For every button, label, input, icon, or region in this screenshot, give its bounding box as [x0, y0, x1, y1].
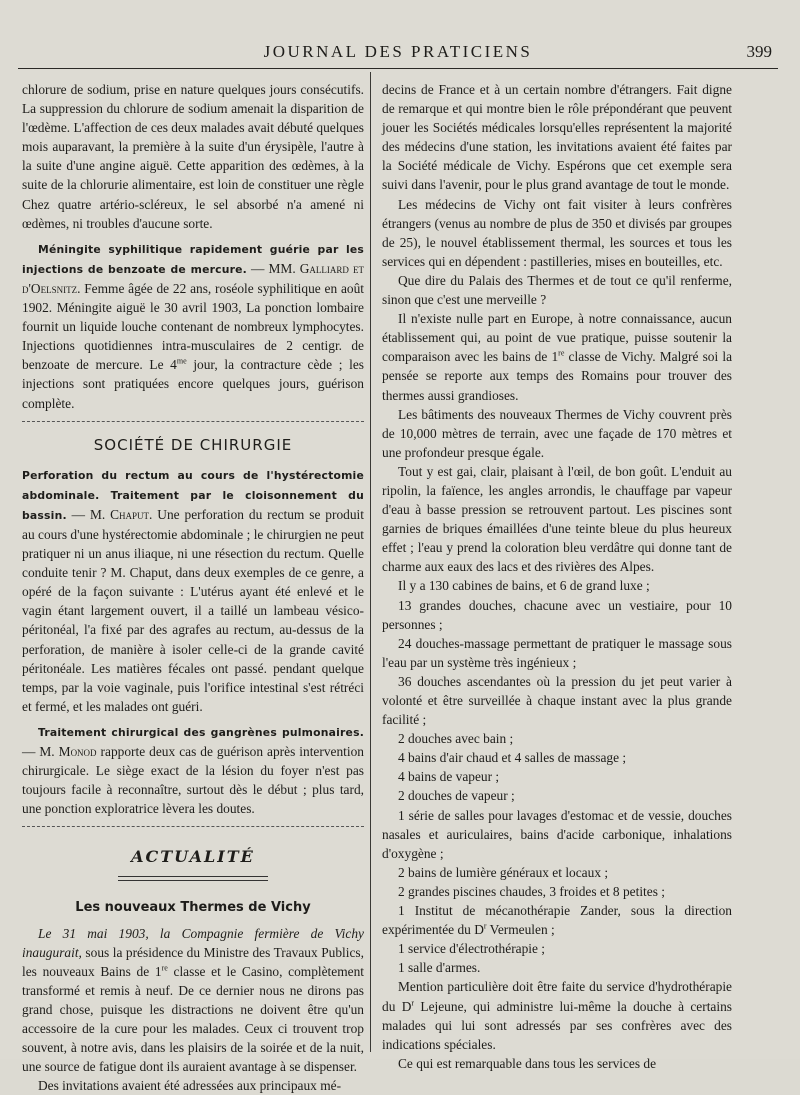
paragraph-final: Ce qui est remarquable dans tous les services de — [398, 1055, 657, 1071]
paragraph-6: Tout y est gai, clair, plaisant à l'œil, de bon goût. L'enduit au ripolin, la faïence, les angles arrondis, le chauffage par vapeur d'eau à basse pression se retrouvent partout. Les piscines sont garnies de briques émaillées d'une teinte bleue du plus heureux effet ; l'eau y prend la coloration bleu verdâtre qui donne tant de charme aux eaux des lacs et des rivières des Alpes. — [382, 463, 732, 575]
paragraph-3: Que dire du Palais des Thermes et de tout ce qu'il renferme, sinon que c'est une merveille ? — [382, 272, 732, 308]
list-item-text: 1 Institut de mécanothérapie Zander, sous la direction expérimentée du D — [382, 903, 732, 938]
hydrotherapie-sup: r — [411, 998, 415, 1008]
section-chirurgie-title: SOCIÉTÉ DE CHIRURGIE — [93, 435, 293, 454]
list-item: 24 douches-massage permettant de pratiquer le massage sous l'eau par un système très ingénieux ; — [382, 635, 732, 670]
list-item: Il y a 130 cabines de bains, et 6 de grand luxe ; — [398, 578, 650, 594]
gangrene-dash: — M. — [22, 744, 59, 759]
paragraph-4-sup: re — [558, 348, 565, 358]
vichy-invitations: Des invitations avaient été adressées aux principaux mé- — [38, 1078, 342, 1094]
paragraph-2: Les médecins de Vichy ont fait visiter à leurs confrères étrangers (venus au nombre de plus de 350 et divisés par groupes de 25), le nouvel établissement thermal, les sources et tous les services qui en dépendent : pastilleries, mises en bouteilles, etc. — [382, 196, 732, 269]
perforation-paragraph — [22, 465, 364, 716]
hydrotherapie-end: Lejeune, qui administre lui-même la douche à certains malades qui lui sont adressés par ses confrères avec des indications spéciales. — [382, 998, 732, 1052]
journal-title: JOURNAL DES PRATICIENS — [263, 42, 533, 61]
section-end-rule-2 — [22, 826, 364, 827]
perforation-heading: Perforation du rectum au cours de l'hystérectomie abdominale. Traitement par le cloisonnement du bassin. — [22, 468, 364, 522]
gangrene-body: rapporte deux cas de guérison après intervention chirurgicale. Le siège exact de la lésion du foyer n'est pas toujours facile à reconnaître, surtout dès le début ; plus tard, une ponction exploratrice lèvera les doutes. — [22, 744, 365, 817]
list-item: 13 grandes douches, chacune avec un vestiaire, pour 10 personnes ; — [382, 597, 732, 632]
gangrene-paragraph — [22, 722, 364, 818]
meningite-end: jour, la contracture cède ; les injections sont pratiquées encore quelques jours, guérison complète. — [22, 357, 364, 411]
paragraph-4 — [382, 309, 732, 404]
left-column — [22, 80, 364, 1095]
list-item: 2 grandes piscines chaudes, 3 froides et 8 petites ; — [398, 883, 665, 899]
list-item — [382, 901, 732, 939]
list-item: 4 bains d'air chaud et 4 salles de massage ; — [398, 750, 627, 766]
vichy-intro-body: sous la présidence du Ministre des Travaux Publics, les nouveaux Bains de 1 — [22, 944, 364, 979]
paragraph-4-end: classe de Vichy. Malgré soi la pensée se reporte aux temps des Romains pour trouver des thermes aussi grandioses. — [382, 349, 733, 403]
list-item-end: Vermeulen ; — [486, 922, 555, 938]
list-item: 2 bains de lumière généraux et locaux ; — [398, 864, 609, 880]
paragraph-hydrotherapie — [382, 977, 732, 1053]
section-actualite-title: ACTUALITÉ — [131, 847, 255, 867]
list-item: 2 douches de vapeur ; — [398, 788, 515, 804]
right-column — [382, 80, 732, 1073]
meningite-authors: Galliard et d'Oelsnitz. — [22, 260, 364, 296]
vichy-article-title: Les nouveaux Thermes de Vichy — [75, 900, 311, 916]
meningite-sup: me — [176, 356, 187, 366]
meningite-heading: Méningite syphilitique rapidement guérie par les injections de benzoate de mercure. — [22, 242, 364, 276]
section-end-rule — [22, 421, 364, 422]
page-number: 399 — [746, 42, 772, 61]
intro-paragraph: chlorure de sodium, prise en nature quelques jours consécutifs. La suppression du chlorure de sodium amenait la disparition de l'œdème. L'affection de ces deux malades avait débuté quelques mois auparavant, la première à la suite d'un érysipèle, l'autre à la suite d'une angine aiguë. Cette apparition des œdèmes, à la suite de la chlorurie alimentaire, est loin de constituer une règle Chez quatre artério-scléreux, le sel absorbé n'a amené ni œdèmes, ni troubles d'aucune sorte. — [22, 82, 364, 231]
vichy-intro-paragraph — [22, 924, 364, 1077]
list-item: 1 série de salles pour lavages d'estomac et de vessie, douches nasales et auriculaires, bains d'acide carbonique, inhalations d'oxygène ; — [382, 807, 732, 861]
meningite-dash: — MM. — [246, 260, 300, 276]
hydrotherapie-text: Mention particulière doit être faite du service d'hydrothérapie du D — [382, 979, 732, 1014]
perforation-body: Une perforation du rectum se produit au cours d'une hystérectomie abdominale ; le chirurgien ne peut pratiquer ni un anus iliaque, ni une résection du rectum. Quelle conduite tenir ? M. Chaput, dans deux exemples de ce genre, a opéré de la façon suivante : L'utérus ayant été enlevé et le vagin étant largement ouvert, il a taillé un lambeau vésico-péritonéal, l'a fixé par des agrafes au rectum, au-dessus de la perforation, de manière à isoler celle-ci de la grande cavité péritonéale. Les matières fécales ont passé. pendant quelque temps, par la voie vaginale, puis l'orifice intestinal s'est rétréci et fermé, et les malades ont guéri. — [22, 506, 364, 714]
title-ornament — [118, 874, 268, 884]
list-item-sup: r — [483, 921, 487, 931]
gangrene-author: Monod — [58, 744, 97, 759]
vichy-intro-italic: Le 31 mai 1903, la Compagnie fermière de Vichy inaugurait, — [22, 925, 364, 960]
list-item: 36 douches ascendantes où la pression du jet peut varier à volonté et être surveillée à chaque instant avec la plus grande facilité ; — [382, 673, 732, 728]
paragraph-5: Les bâtiments des nouveaux Thermes de Vichy couvrent près de 10,000 mètres de terrain, avec une façade de 170 mètres et une profondeur presque égale. — [382, 406, 732, 460]
perforation-dash: — M. — [66, 506, 111, 522]
meningite-body: Femme âgée de 22 ans, roséole syphilitique en août 1902. Méningite aiguë le 30 avril 1903, La ponction lombaire fournit un liquide louche contenant de nombreux lymphocytes. Injections quotidiennes intra-musculaires de 2 centigr. de benzoate de mercure. Le 4 — [22, 280, 364, 373]
page-header — [18, 38, 778, 69]
list-item: 2 douches avec bain ; — [398, 731, 514, 747]
paragraph-1: decins de France et à un certain nombre d'étrangers. Fait digne de remarque et qui montre bien le rôle prépondérant que peuvent jouer les Sociétés médicales lorsqu'elles représentent la majorité des médecins d'une station, les invitations avaient été faites par la Société médicale de Vichy. Espérons que cet exemple sera suivi dans l'avenir, pour le plus grand avantage de tout le monde. — [382, 82, 732, 193]
gangrene-heading: Traitement chirurgical des gangrènes pulmonaires. — [38, 725, 364, 739]
list-item: 4 bains de vapeur ; — [398, 769, 500, 785]
list-item: 1 service d'électrothérapie ; — [398, 941, 546, 957]
list-item: 1 salle d'armes. — [398, 960, 481, 976]
perforation-author: Chaput. — [110, 506, 153, 522]
vichy-sup: re — [161, 963, 168, 973]
paragraph-4-text: Il n'existe nulle part en Europe, à notre connaissance, aucun établissement qui, au point de vue pratique, puisse soutenir la comparaison avec les bains de 1 — [382, 311, 732, 365]
vichy-intro-end: classe et le Casino, complètement transformé et remis à neuf. De ce dernier nous ne dirons pas grand chose, puisque les distractions ne doivent être qu'un accessoire de la cure pour les malades. Ceux ci trouvent trop souvent, à notre avis, dans les plaisirs de la soirée et de la nuit, une source de fatigue dont ils auraient avantage à se dispenser. — [22, 963, 364, 1075]
column-divider — [370, 72, 371, 1052]
meningite-paragraph — [22, 239, 364, 413]
